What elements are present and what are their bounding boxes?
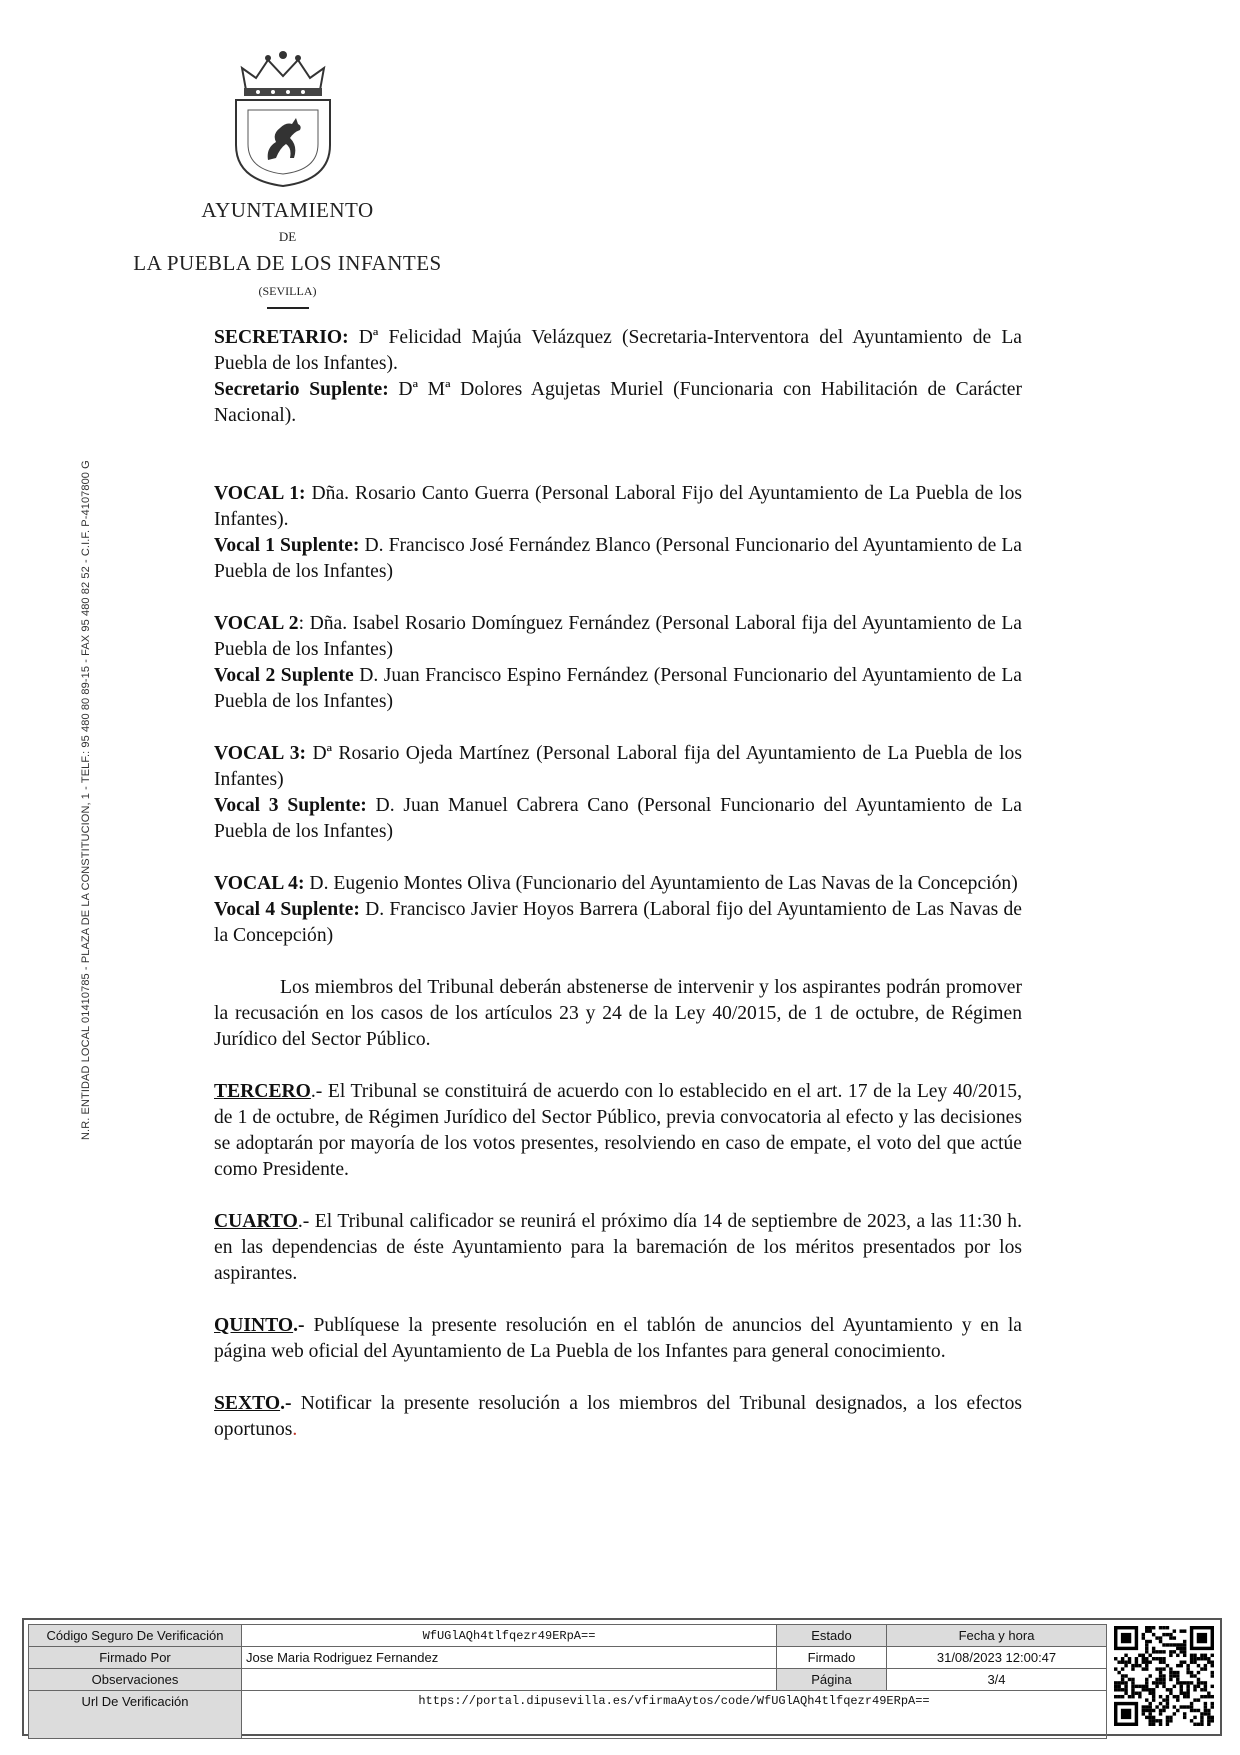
table-row: [29, 1625, 1107, 1647]
organization-name: [100, 198, 475, 309]
org-line-4: (SEVILLA): [258, 284, 317, 298]
estado-label: Estado: [777, 1625, 887, 1647]
vocal1-suplente-text: D. Francisco José Fernández Blanco (Personal Funcionario del Ayuntamiento de La Puebla de los Infantes): [214, 535, 1022, 582]
coat-of-arms-seal-icon: [228, 50, 338, 190]
vocal1-text: Dña. Rosario Canto Guerra (Personal Laboral Fijo del Ayuntamiento de La Puebla de los Infantes).: [214, 483, 1022, 530]
quinto-paragraph: [214, 1313, 1022, 1365]
org-line-2: DE: [278, 229, 297, 244]
vocal2-label: VOCAL 2: [214, 613, 299, 634]
org-divider: [267, 307, 309, 309]
spacer: [214, 429, 1022, 481]
side-margin-note: N.R. ENTIDAD LOCAL 01410785 - PLAZA DE LA CONSTITUCION, 1 - TELF.: 95 480 80 89-15 - FAX 95 480 82 52 - C.I.F. P-4107800 G: [80, 460, 92, 1140]
sexto-label: SEXTO: [214, 1393, 281, 1414]
vocal4-suplente-label: Vocal 4 Suplente:: [214, 899, 360, 920]
abstencion-paragraph: Los miembros del Tribunal deberán abstenerse de intervenir y los aspirantes podrán promover la recusación en los casos de los artículos 23 y 24 de la Ley 40/2015, de 1 de octubre, de Régimen Jurídico del Sector Público.: [214, 977, 1022, 1050]
url-value[interactable]: https://portal.dipusevilla.es/vfirmaAytos/code/WfUGlAQh4tlfqezr49ERpA==: [242, 1691, 1107, 1739]
tercero-sep: .-: [310, 1081, 323, 1102]
vocal1-suplente-label: Vocal 1 Suplente:: [214, 535, 360, 556]
csv-label: Código Seguro De Verificación: [29, 1625, 242, 1647]
secretario-suplente-label: Secretario Suplente:: [214, 379, 389, 400]
cuarto-label: CUARTO: [214, 1211, 298, 1232]
table-row: [29, 1669, 1107, 1691]
table-row: [29, 1691, 1107, 1739]
sexto-paragraph: [214, 1391, 1022, 1443]
secretario-text: Dª Felicidad Majúa Velázquez (Secretaria-Interventora del Ayuntamiento de La Puebla de los Infantes).: [214, 327, 1022, 374]
spacer: [214, 1287, 1022, 1313]
firmado-por-label: Firmado Por: [29, 1647, 242, 1669]
tercero-text: El Tribunal se constituirá de acuerdo con lo establecido en el art. 17 de la Ley 40/2015, de 1 de octubre, de Régimen Jurídico del Sector Público, previa convocatoria al efecto y las decisiones se adoptarán por mayoría de los votos presentes, resolviendo en caso de empate, el voto del que actúe como Presidente.: [214, 1081, 1022, 1180]
sexto-sep: .-: [280, 1393, 292, 1414]
cuarto-text: El Tribunal calificador se reunirá el próximo día 14 de septiembre de 2023, a las 11:30 h. en las dependencias de éste Ayuntamiento para la baremación de los méritos presentados por los aspirantes.: [214, 1211, 1022, 1284]
table-row: [29, 1647, 1107, 1669]
vocal1-suplente-paragraph: [214, 533, 1022, 585]
vocal2-suplente-paragraph: [214, 663, 1022, 715]
quinto-sep: .-: [293, 1315, 305, 1336]
spacer: [214, 845, 1022, 871]
org-line-1: AYUNTAMIENTO: [201, 198, 374, 222]
qr-code-icon[interactable]: [1114, 1626, 1214, 1726]
signature-verification-box: [22, 1618, 1222, 1736]
cuarto-paragraph: [214, 1209, 1022, 1287]
vocal3-suplente-paragraph: [214, 793, 1022, 845]
sexto-text: Notificar la presente resolución a los miembros del Tribunal designados, a los efectos oportunos: [214, 1393, 1022, 1440]
vocal3-paragraph: [214, 741, 1022, 793]
vocal3-label: VOCAL 3:: [214, 743, 307, 764]
fecha-label: Fecha y hora: [887, 1625, 1107, 1647]
firmado-por-value: Jose Maria Rodriguez Fernandez: [242, 1647, 777, 1669]
vocal4-suplente-paragraph: [214, 897, 1022, 949]
tercero-paragraph: [214, 1079, 1022, 1183]
estado-value: Firmado: [777, 1647, 887, 1669]
sexto-end: .: [292, 1419, 298, 1440]
pagina-value: 3/4: [887, 1669, 1107, 1691]
spacer: [214, 585, 1022, 611]
pagina-label: Página: [777, 1669, 887, 1691]
vocal4-text: D. Eugenio Montes Oliva (Funcionario del Ayuntamiento de Las Navas de la Concepción): [304, 873, 1018, 894]
vocal2-suplente-label: Vocal 2 Suplente: [214, 665, 354, 686]
spacer: [214, 715, 1022, 741]
org-line-3: LA PUEBLA DE LOS INFANTES: [133, 251, 442, 275]
vocal2-text: : Dña. Isabel Rosario Domínguez Fernández (Personal Laboral fija del Ayuntamiento de La Puebla de los Infantes): [214, 613, 1022, 660]
fecha-value: 31/08/2023 12:00:47: [887, 1647, 1107, 1669]
vocal3-text: Dª Rosario Ojeda Martínez (Personal Laboral fija del Ayuntamiento de La Puebla de los Infantes): [214, 743, 1022, 790]
csv-value: WfUGlAQh4tlfqezr49ERpA==: [242, 1625, 777, 1647]
vocal4-paragraph: [214, 871, 1022, 897]
vocal1-label: VOCAL 1:: [214, 483, 306, 504]
verification-table: [28, 1624, 1107, 1739]
quinto-text: Publíquese la presente resolución en el tablón de anuncios del Ayuntamiento y en la página web oficial del Ayuntamiento de La Puebla de los Infantes para general conocimiento.: [214, 1315, 1022, 1362]
vocal4-suplente-text: D. Francisco Javier Hoyos Barrera (Laboral fijo del Ayuntamiento de Las Navas de la Concepción): [214, 899, 1022, 946]
vocal4-label: VOCAL 4:: [214, 873, 305, 894]
secretario-suplente-paragraph: [214, 377, 1022, 429]
quinto-label: QUINTO: [214, 1315, 294, 1336]
cuarto-sep: .-: [297, 1211, 310, 1232]
secretario-paragraph: [214, 325, 1022, 377]
vocal1-paragraph: [214, 481, 1022, 533]
observaciones-value: [242, 1669, 777, 1691]
url-label: Url De Verificación: [29, 1691, 242, 1739]
vocal3-suplente-label: Vocal 3 Suplente:: [214, 795, 367, 816]
spacer: [214, 949, 1022, 975]
vocal2-suplente-text: D. Juan Francisco Espino Fernández (Personal Funcionario del Ayuntamiento de La Puebla de los Infantes): [214, 665, 1022, 712]
spacer: [214, 1365, 1022, 1391]
secretario-suplente-text: Dª Mª Dolores Agujetas Muriel (Funcionaria con Habilitación de Carácter Nacional).: [214, 379, 1022, 426]
secretario-label: SECRETARIO:: [214, 327, 349, 348]
vocal2-paragraph: [214, 611, 1022, 663]
document-body: [214, 325, 1022, 1443]
spacer: [214, 1053, 1022, 1079]
tercero-label: TERCERO: [214, 1081, 311, 1102]
spacer: [214, 1183, 1022, 1209]
vocal3-suplente-text: D. Juan Manuel Cabrera Cano (Personal Funcionario del Ayuntamiento de La Puebla de los Infantes): [214, 795, 1022, 842]
observaciones-label: Observaciones: [29, 1669, 242, 1691]
